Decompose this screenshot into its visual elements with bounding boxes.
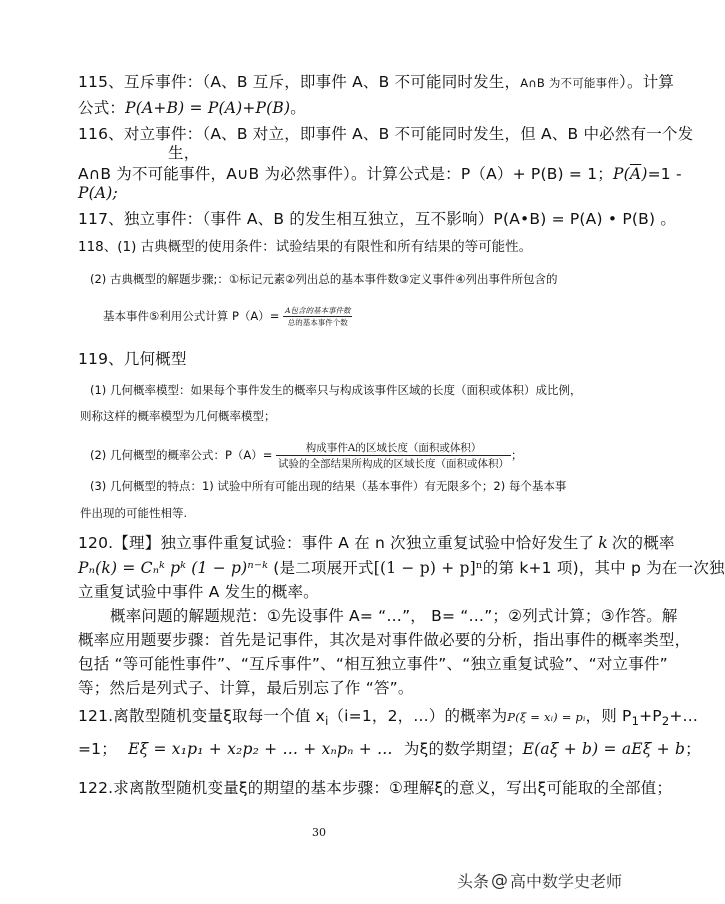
item-121-ellipsis: +... [669,707,698,725]
item-115-text: 115、互斥事件：（A、B 互斥，即事件 A、B 不可能同时发生， [78,73,521,91]
item-116-line2: 生， [168,144,200,162]
fraction-denominator: 试验的全部结果所构成的区域长度（面积或体积） [278,458,510,470]
item-116-line4: P(A); [78,184,118,202]
item-121-text-2: （i=1，2，...）的概率为 [328,707,508,725]
item-120-paren-end: 的第 k+1 项)，其中 p 为在一次独 [482,559,725,577]
item-119-p3-line1: (3) 几何概型的特点：1) 试验中所有可能出现的结果（基本事件）有无限多个；2) 每个基本事 [90,479,567,493]
item-115-text-end: ）。计算 [619,73,675,91]
norm-line2: 概率应用题要步骤：首先是记事件，其次是对事件做必要的分析，指出事件的概率类型， [78,631,691,649]
subscript-2: 2 [661,714,670,729]
item-120-line1 [78,531,675,553]
norm-line4: 等；然后是列式子、计算，最后别忘了作 “答”。 [78,679,414,697]
item-120-line3: 立重复试验中事件 A 发生的概率。 [78,583,319,601]
norm-line3: 包括 “等可能性事件”、“互斥事件”、“相互独立事件”、“独立重复试验”、“对立事件” [78,655,668,673]
item-116-line1: 116、对立事件：（A、B 对立，即事件 A、B 不可能同时发生，但 A、B 中必然有一个发 [78,125,694,143]
item-119-p2-label: (2) 几何概型的概率公式：P（A）= [90,448,273,462]
watermark-source: 头条 [456,872,489,891]
item-115-small-note: A∩B 为不可能事件 [520,76,620,90]
item-119-title: 119、几何概型 [78,350,187,368]
expectation-formula: Eξ = x₁p₁ + x₂p₂ + … + xₙpₙ + … [128,740,393,758]
item-118-formula-label: 基本事件⑤利用公式计算 P（A）= [103,309,280,323]
item-115-period: 。 [290,99,306,117]
norm-line1: 概率问题的解题规范：①先设事件 A= “…”， B= “…”；②列式计算；③作答。解 [110,607,678,625]
item-121-plus: +P [639,707,662,725]
fraction-numerator: A包含的基本事件数 [285,306,351,315]
item-119-p1-line2: 则称这样的概率模型为几何概率模型； [80,409,276,423]
probability-formula: P(ξ = xᵢ) = pᵢ [507,710,586,724]
item-115-line2 [78,96,306,118]
item-120-paren-text: (是二项展开式 [273,559,374,577]
item-121-end: ； [685,740,701,758]
item-122: 122.求离散型随机变量ξ的期望的基本步骤：①理解ξ的意义，写出ξ可能取的全部值； [78,779,673,797]
item-121-line2 [78,737,701,759]
item-121-line1 [78,704,698,728]
formula-p: P( [613,165,630,183]
formula-close: ) [641,165,648,183]
formula-a-bar: $\overline{A}$ [629,165,642,183]
binomial-formula: Pₙ(k) = Cₙᵏ pᵏ (1 − p)ⁿ⁻ᵏ [78,559,269,577]
item-121-text: 121.离散型随机变量ξ取每一个值 x [78,707,326,725]
item-119-p2 [90,440,523,471]
item-115-line1 [78,70,674,92]
item-120-line2 [78,556,725,578]
subscript-i: i [325,714,329,729]
watermark [457,869,622,892]
page-number: 30 [312,826,326,839]
item-118-line1: 118、(1) 古典概型的使用条件：试验结果的有限性和所有结果的等可能性。 [78,239,533,255]
item-120-text: 120.【理】独立事件重复试验：事件 A 在 n 次独立重复试验中恰好发生了 [78,534,595,552]
item-118-fraction [283,305,352,328]
item-115-formula: P(A+B) = P(A)+P(B) [125,99,291,117]
fraction-denominator: 总的基本事件个数 [287,318,348,327]
item-116-line3 [78,162,682,184]
linearity-formula: E(aξ + b) = aEξ + b [522,740,686,758]
item-119-p3-line2: 件出现的可能性相等. [80,506,188,520]
item-121-text-3: ，则 P [585,707,632,725]
item-119-p1-line1: (1) 几何概率模型：如果每个事件发生的概率只与构成该事件区域的长度（面积或体积）成比例， [90,383,582,397]
item-117: 117、独立事件：（事件 A、B 的发生相互独立，互不影响）P(A•B) = P(A) • P(B) 。 [78,210,677,228]
item-119-p2-end: ； [511,448,523,462]
item-116-formula-text: A∩B 为不可能事件，A∪B 为必然事件）。计算公式是：P（A）+ P(B) = 1； [78,165,614,183]
expectation-label: 为ξ的数学期望； [403,740,523,758]
watermark-author: 高中数学史老师 [509,872,622,891]
item-118-line3 [103,305,352,328]
item-116-complement-formula [613,165,648,183]
fraction-numerator: 构成事件A的区域长度（面积或体积） [276,440,511,456]
item-118-line2: (2) 古典概型的解题步骤;：①标记元素②列出总的基本事件数③定义事件④列出事件所包含的 [90,272,558,286]
item-115-formula-label: 公式： [78,99,126,117]
at-icon: @ [490,870,508,891]
item-119-fraction [276,440,511,471]
binomial-expansion: [(1 − p) + p]ⁿ [373,559,483,577]
subscript-1: 1 [631,714,640,729]
item-116-eq: =1 - [647,165,682,183]
item-120-k: k [598,534,608,552]
item-121-eq1: =1； [78,740,117,758]
item-120-text-end: 次的概率 [611,534,675,552]
